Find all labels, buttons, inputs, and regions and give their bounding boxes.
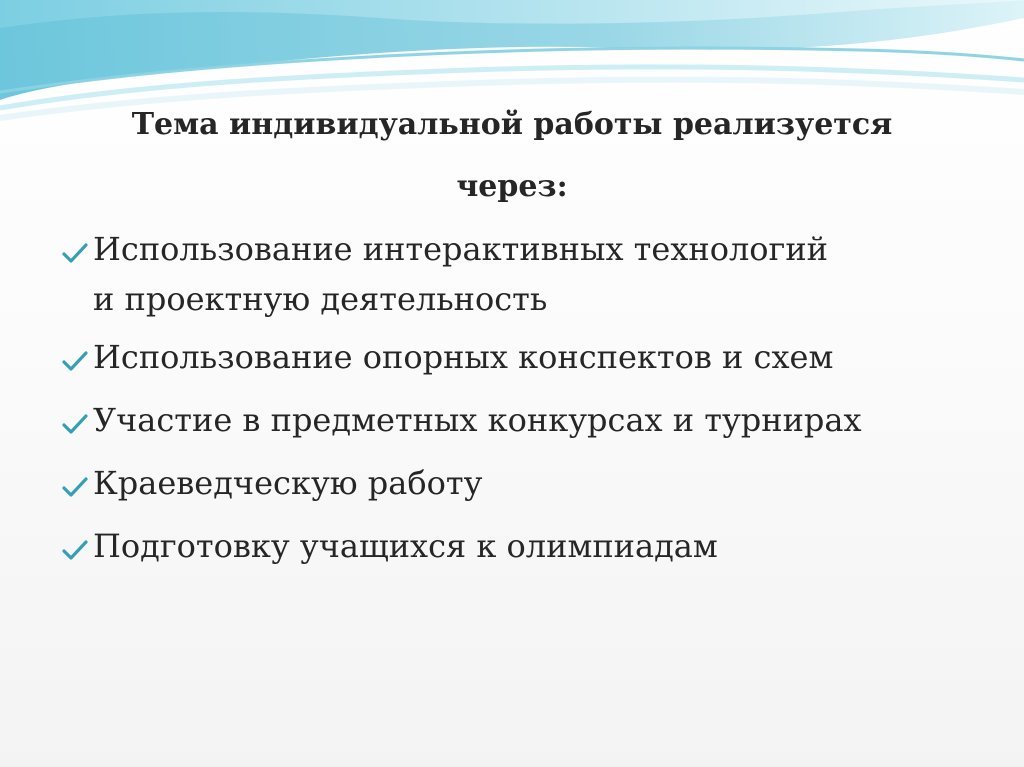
bullet-item-text: Подготовку учащихся к олимпиадам [93,527,718,565]
check-mark-icon [62,539,88,561]
bullet-item-line-2: и проектную деятельность [93,280,548,318]
bullet-item-text: Краеведческую работу [93,464,483,502]
check-mark-icon [62,476,88,498]
bullet-item-text: Участие в предметных конкурсах и турнирах [93,401,862,439]
check-mark-icon [62,350,88,372]
check-mark-icon [62,413,88,435]
slide-title-line-1: Тема индивидуальной работы реализуется [131,107,893,142]
bullet-item-interactive-technologies [62,224,1002,324]
slide-title-line-2: через: [456,169,568,204]
bullet-list [62,224,1002,584]
bullet-item-text: Использование опорных конспектов и схем [93,338,834,376]
bullet-item-competitions [62,395,1002,445]
bullet-item-olympiad-prep [62,521,1002,571]
check-mark-icon [62,242,88,264]
bullet-item-local-history [62,458,1002,508]
bullet-item-line-1: Использование интерактивных технологий [93,230,828,268]
bullet-item-reference-notes [62,332,1002,382]
